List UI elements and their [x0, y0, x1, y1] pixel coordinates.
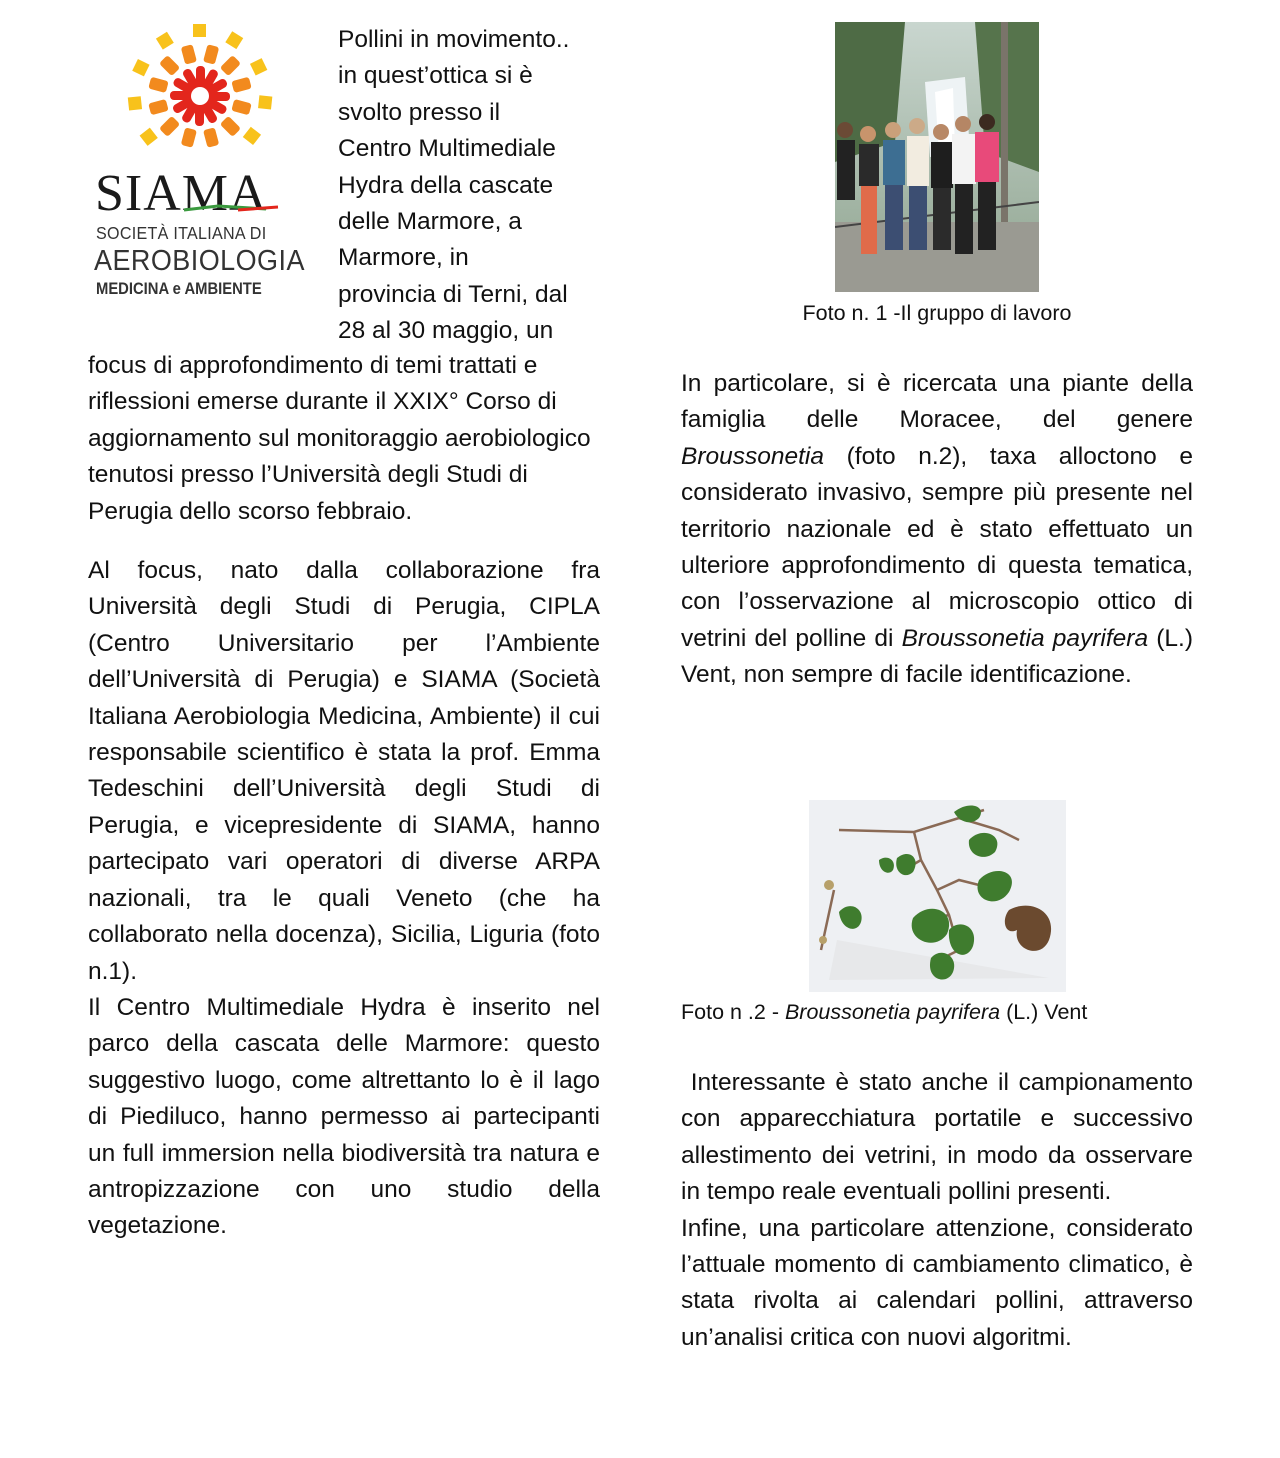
intro-line: in quest’ottica si è [338, 62, 533, 90]
paragraph-hydra: Il Centro Multimediale Hydra è inserito nel parco della cascata delle Marmore: questo suggestivo luogo, come altrettanto lo è il lago di Piediluco, hanno permesso ai partecipanti un full immersion nella biodiversità tra natura e antropizzazione con uno studio della vegetazione. [88, 993, 600, 1240]
logo-line-3: MEDICINA e AMBIENTE [96, 279, 262, 298]
logo-line-2: AEROBIOLOGIA [94, 245, 305, 277]
text-run: (foto n.2), taxa alloctono e considerato invasivo, sempre più presente nel territorio nazionale ed è stato effettuato un ulteriore approfondimento di questa tematica, con l’osservazione al microscopio ottico di vetrini del polline di [681, 442, 1193, 652]
paragraph-focus: Al focus, nato dalla collaborazione fra Università degli Studi di Perugia, CIPLA (Centro Universitario per l’Ambiente dell’Università di Perugia) e SIAMA (Società Italiana Aerobiologia Medicina, Ambiente) il cui responsabile scientifico è stata la prof. Emma Tedeschini dell’Università degli Studi di Perugia, e vicepresidente di SIAMA, hanno partecipato vari operatori di diverse ARPA nazionali, tra le quali Veneto (che ha collaborato nella docenza), Sicilia, Liguria (foto n.1). [88, 557, 600, 985]
logo-line-1: SOCIETÀ ITALIANA DI [96, 223, 267, 243]
species-name: Broussonetia payrifera [901, 624, 1149, 652]
paragraph-broussonetia [681, 366, 1193, 694]
intro-text [338, 22, 608, 350]
left-column [88, 348, 600, 1245]
logo-accent-icon [88, 204, 300, 214]
intro-line: Hydra della cascate [338, 171, 554, 199]
logo-wordmark: SIAMA [95, 165, 268, 222]
siama-logo [88, 18, 305, 308]
paragraph-campionamento: Interessante è stato anche il campionamento con apparecchiatura portatile e successivo allestimento dei vetrini, in modo da osservare in tempo reale eventuali pollini presenti. [681, 1069, 1200, 1206]
intro-line: 28 al 30 maggio, un [338, 317, 554, 345]
caption-suffix: (L.) Vent [1000, 1000, 1088, 1024]
photo-caption-2 [681, 998, 1201, 1026]
caption-prefix: Foto n .2 - [681, 1000, 785, 1024]
intro-line: Centro Multimediale [338, 135, 556, 163]
intro-line: Marmore, in [338, 244, 469, 272]
genus-name: Broussonetia [681, 442, 825, 470]
right-column-bottom [681, 1065, 1200, 1356]
text-run: (L.) Vent, non sempre di facile identificazione. [681, 624, 1193, 689]
intro-line: Pollini in movimento.. [338, 26, 570, 53]
plant-photo [809, 800, 1066, 992]
paragraph-calendari: Infine, una particolare attenzione, considerato l’attuale momento di cambiamento climatico, è stata rivolta ai calendari pollini, attraverso un’analisi critica con nuovi algoritmi. [681, 1214, 1193, 1351]
caption-species: Broussonetia payrifera [784, 1000, 1001, 1024]
intro-line: delle Marmore, a [338, 208, 522, 236]
intro-line: provincia di Terni, dal [338, 280, 568, 308]
intro-line: svolto presso il [338, 98, 501, 126]
photo-caption-1: Foto n. 1 -Il gruppo di lavoro [802, 301, 1072, 325]
sunburst-icon [88, 18, 300, 168]
text-run: In particolare, si è ricercata una piante della famiglia delle Moracee, del genere [681, 370, 1193, 434]
intro-continued: focus di approfondimento di temi trattati e riflessioni emerse durante il XXIX° Corso di aggiornamento sul monitoraggio aerobiologico tenutosi presso l’Università degli Studi di Perugia dello scorso febbraio. [88, 352, 591, 525]
group-photo [835, 22, 1039, 292]
right-column [681, 366, 1193, 694]
